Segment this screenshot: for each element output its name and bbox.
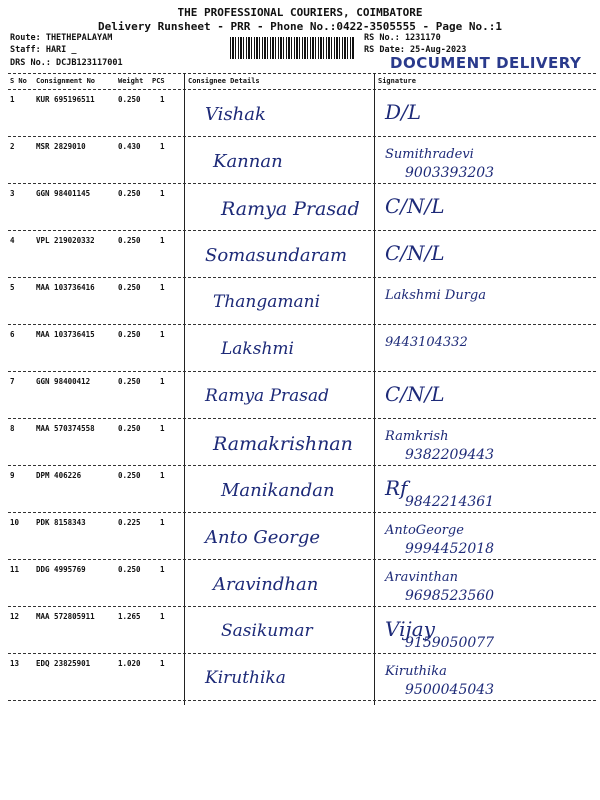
row-number: 6: [10, 330, 15, 339]
weight-value: 0.250: [118, 236, 141, 245]
weight-value: 0.250: [118, 95, 141, 104]
signature-primary: 9443104332: [385, 335, 468, 350]
consignment-number: KUR 695196511: [36, 95, 95, 104]
consignment-number: GGN 98401145: [36, 189, 91, 198]
pieces-count: 1: [160, 95, 165, 104]
row-number: 7: [10, 377, 15, 386]
signature-primary: C/N/L: [385, 382, 445, 406]
pieces-count: 1: [160, 424, 165, 433]
consignee-name: Kannan: [213, 151, 283, 172]
table-row: [0, 278, 600, 325]
pieces-count: 1: [160, 142, 165, 151]
column-header-weight: Weight: [118, 77, 144, 85]
consignee-name: Sasikumar: [221, 621, 313, 641]
weight-value: 0.250: [118, 471, 141, 480]
pieces-count: 1: [160, 565, 165, 574]
consignee-name: Manikandan: [221, 480, 335, 501]
consignment-number: GGN 98400412: [36, 377, 91, 386]
signature-primary: Lakshmi Durga: [385, 288, 487, 303]
staff-label: Staff: HARI _: [10, 45, 77, 55]
row-number: 13: [10, 659, 20, 668]
pieces-count: 1: [160, 518, 165, 527]
table-row: [0, 137, 600, 184]
weight-value: 0.250: [118, 330, 141, 339]
pieces-count: 1: [160, 471, 165, 480]
row-number: 11: [10, 565, 20, 574]
consignment-number: MSR 2829010: [36, 142, 86, 151]
signature-primary: Vijay: [385, 617, 435, 641]
weight-value: 0.430: [118, 142, 141, 151]
pieces-count: 1: [160, 659, 165, 668]
pieces-count: 1: [160, 189, 165, 198]
table-row: [0, 560, 600, 607]
signature-primary: D/L: [385, 100, 422, 124]
weight-value: 0.250: [118, 283, 141, 292]
row-number: 12: [10, 612, 20, 621]
signature-primary: Kiruthika: [385, 664, 447, 679]
table-row: [0, 654, 600, 701]
consignee-name: Anto George: [205, 527, 321, 548]
signature-secondary: 9159050077: [405, 635, 495, 651]
signature-primary: Sumithradevi: [385, 147, 474, 162]
barcode-image: [230, 37, 355, 59]
row-separator: [8, 700, 596, 701]
table-row: [0, 372, 600, 419]
consignment-number: MAA 572805911: [36, 612, 95, 621]
consignee-name: Aravindhan: [213, 574, 319, 595]
consignee-name: Vishak: [205, 104, 266, 125]
consignee-name: Ramya Prasad: [205, 386, 330, 406]
consignee-name: Thangamani: [213, 292, 321, 312]
signature-primary: C/N/L: [385, 241, 445, 265]
table-row: [0, 466, 600, 513]
row-number: 3: [10, 189, 15, 198]
consignment-number: MAA 103736415: [36, 330, 95, 339]
consignee-name: Somasundaram: [205, 245, 348, 266]
table-top-rule: [8, 73, 596, 74]
table-row: [0, 513, 600, 560]
weight-value: 0.250: [118, 424, 141, 433]
signature-secondary: 9382209443: [405, 447, 495, 463]
table-row: [0, 419, 600, 466]
consignment-number: EDQ 23825901: [36, 659, 91, 668]
route-label: Route: THETHEPALAYAM: [10, 33, 113, 43]
signature-secondary: 9698523560: [405, 588, 495, 604]
consignment-number: MAA 570374558: [36, 424, 95, 433]
signature-secondary: 9842214361: [405, 494, 495, 510]
row-number: 2: [10, 142, 15, 151]
table-row: [0, 607, 600, 654]
rs-number: RS No.: 1231170: [364, 33, 441, 43]
weight-value: 0.250: [118, 377, 141, 386]
column-header-pcs: PCS: [152, 77, 165, 85]
row-number: 9: [10, 471, 15, 480]
runsheet-title: Delivery Runsheet - PRR - Phone No.:0422-3505555 - Page No.:1: [98, 20, 502, 33]
consignee-name: Ramakrishnan: [213, 433, 353, 455]
consignment-number: PDK 8158343: [36, 518, 86, 527]
signature-secondary: 9500045043: [405, 682, 495, 698]
pieces-count: 1: [160, 236, 165, 245]
signature-primary: Rf: [385, 476, 408, 500]
row-number: 4: [10, 236, 15, 245]
row-number: 5: [10, 283, 15, 292]
column-header-sno: S No: [10, 77, 27, 85]
pieces-count: 1: [160, 612, 165, 621]
signature-primary: C/N/L: [385, 194, 445, 218]
signature-primary: Aravinthan: [385, 570, 458, 585]
column-header-consignee: Consignee Details: [188, 77, 260, 85]
column-header-signature: Signature: [378, 77, 416, 85]
row-number: 1: [10, 95, 15, 104]
company-title: THE PROFESSIONAL COURIERS, COIMBATORE: [177, 6, 423, 19]
signature-primary: AntoGeorge: [385, 523, 464, 538]
weight-value: 1.265: [118, 612, 141, 621]
consignee-name: Ramya Prasad: [221, 198, 360, 220]
consignment-number: MAA 103736416: [36, 283, 95, 292]
table-row: [0, 184, 600, 231]
row-number: 10: [10, 518, 20, 527]
consignment-number: DPM 406226: [36, 471, 82, 480]
weight-value: 1.020: [118, 659, 141, 668]
table-row: [0, 325, 600, 372]
table-row: [0, 231, 600, 278]
document-delivery-stamp: DOCUMENT DELIVERY: [390, 54, 582, 72]
rs-date: RS Date: 25-Aug-2023: [364, 45, 467, 55]
signature-secondary: 9003393203: [405, 165, 495, 181]
consignee-name: Lakshmi: [221, 339, 294, 359]
consignment-number: DDG 4995769: [36, 565, 86, 574]
row-number: 8: [10, 424, 15, 433]
pieces-count: 1: [160, 330, 165, 339]
table-row: [0, 90, 600, 137]
weight-value: 0.225: [118, 518, 141, 527]
weight-value: 0.250: [118, 565, 141, 574]
pieces-count: 1: [160, 283, 165, 292]
consignment-number: VPL 219020332: [36, 236, 95, 245]
weight-value: 0.250: [118, 189, 141, 198]
consignee-name: Kiruthika: [205, 668, 286, 688]
signature-primary: Ramkrish: [385, 429, 449, 444]
signature-secondary: 9994452018: [405, 541, 495, 557]
pieces-count: 1: [160, 377, 165, 386]
column-header-consignment: Consignment No: [36, 77, 96, 85]
drs-number: DRS No.: DCJB123117001: [10, 58, 123, 68]
